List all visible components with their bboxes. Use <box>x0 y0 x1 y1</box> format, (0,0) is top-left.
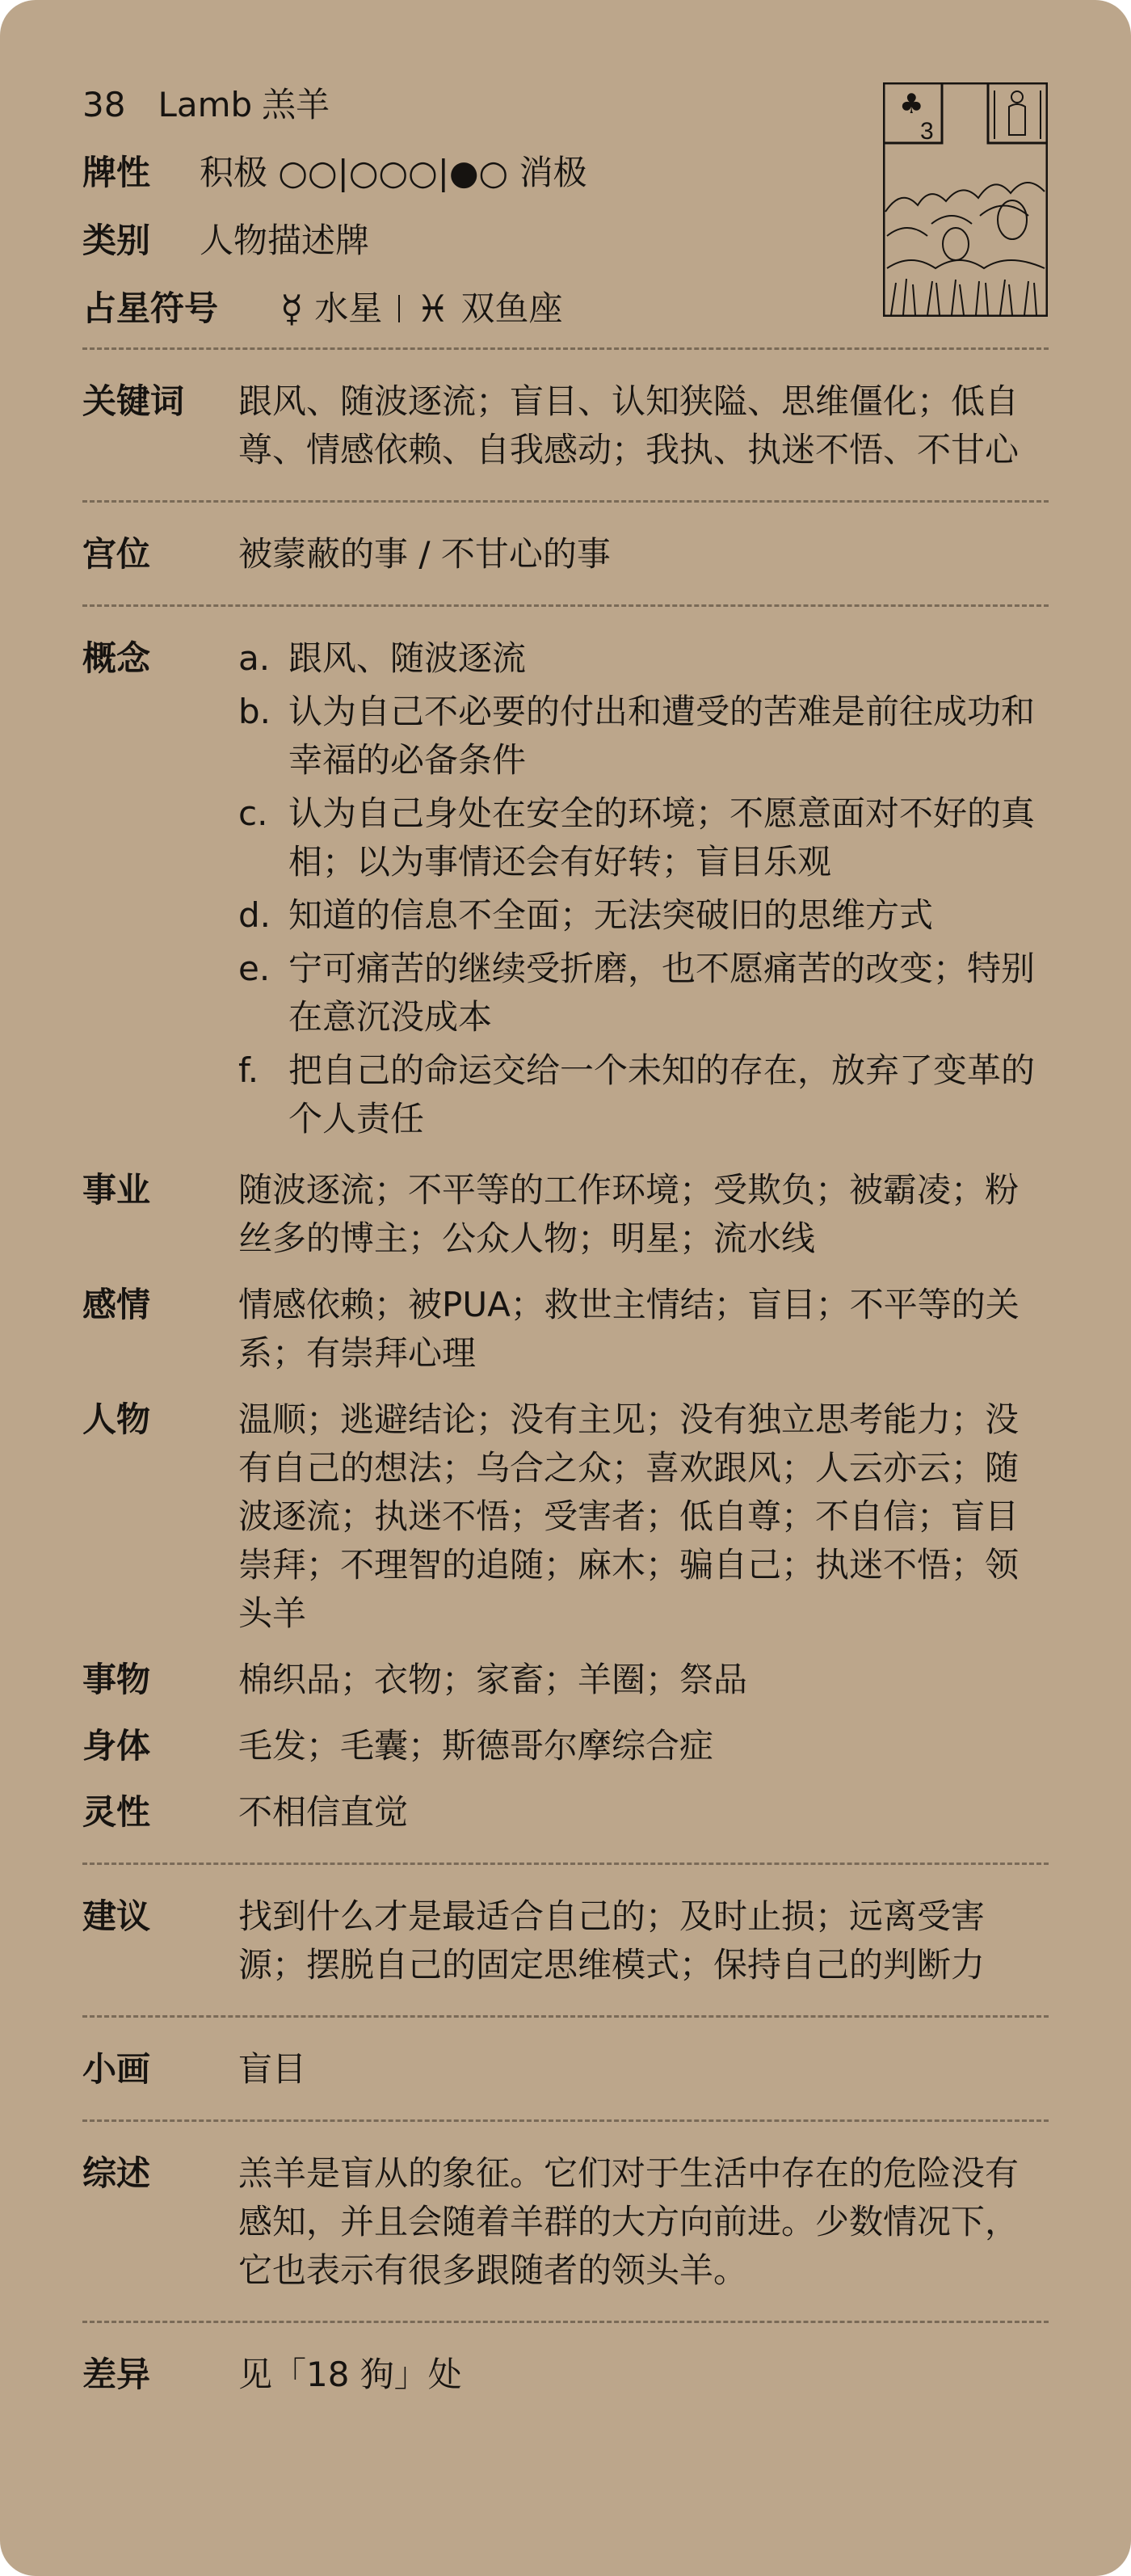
summary-label: 综述 <box>82 2153 151 2193</box>
small-card-label: 小画 <box>82 2049 151 2089</box>
body-value: 毛发；毛囊；斯德哥尔摩综合症 <box>238 1726 714 1766</box>
card-header <box>82 71 858 343</box>
body-row <box>82 1722 1049 1770</box>
mercury-icon: ☿ <box>280 287 304 330</box>
astro-label: 占星符号 <box>82 288 219 328</box>
body-label: 身体 <box>82 1726 151 1766</box>
advice-value: 找到什么才是最适合自己的；及时止损；远离受害源；摆脱自己的固定思维模式；保持自己的判断力 <box>238 1896 986 1985</box>
card-name-en: Lamb <box>158 85 253 124</box>
lamb-card-illustration <box>883 82 1048 317</box>
love-row <box>82 1281 1049 1378</box>
summary-value: 羔羊是盲从的象征。它们对于生活中存在的危险没有感知，并且会随着羊群的大方向前进。少数情况下，它也表示有很多跟随者的领头羊。 <box>238 2153 1020 2290</box>
card-rank: 3 <box>920 118 934 145</box>
house-row <box>82 530 1049 579</box>
people-value: 温顺；逃避结论；没有主见；没有独立思考能力；没有自己的想法；乌合之众；喜欢跟风；人云亦云；随波逐流；执迷不悟；受害者；低自尊；不自信；盲目崇拜；不理智的追随；麻木；骗自己；执迷不悟；领头羊 <box>238 1400 1020 1633</box>
keywords-label: 关键词 <box>82 381 185 421</box>
concept-key: d. <box>238 895 271 935</box>
spirit-value: 不相信直觉 <box>238 1792 409 1832</box>
polarity-scale: ○○|○○○|●○ <box>278 153 509 192</box>
concept-item <box>238 945 1049 1042</box>
pisces-icon: ♓ <box>416 287 450 330</box>
career-label: 事业 <box>82 1170 151 1210</box>
concept-text: 宁可痛苦的继续受折磨，也不愿痛苦的改变；特别在意沉没成本 <box>288 949 1036 1037</box>
concept-list <box>238 634 1049 1148</box>
concept-item <box>238 634 1049 683</box>
spirit-label: 灵性 <box>82 1792 151 1832</box>
concept-text: 认为自己不必要的付出和遭受的苦难是前往成功和幸福的必备条件 <box>288 692 1036 780</box>
separator <box>398 295 400 322</box>
concept-key: c. <box>238 793 268 833</box>
love-label: 感情 <box>82 1285 151 1324</box>
difference-row <box>82 2351 1049 2399</box>
concept-item <box>238 1046 1049 1143</box>
things-label: 事物 <box>82 1660 151 1699</box>
small-card-row <box>82 2045 1049 2094</box>
career-value: 随波逐流；不平等的工作环境；受欺负；被霸凌；粉丝多的博主；公众人物；明星；流水线 <box>238 1170 1020 1258</box>
card-title <box>82 71 858 139</box>
category-label: 类别 <box>82 221 151 260</box>
career-row <box>82 1166 1049 1263</box>
planet-name: 水星 <box>314 288 383 328</box>
small-card-value: 盲目 <box>238 2049 307 2089</box>
concept-key: f. <box>238 1050 259 1090</box>
astro-row <box>82 275 858 343</box>
polarity-row <box>82 139 858 207</box>
concept-text: 把自己的命运交给一个未知的存在，放弃了变革的个人责任 <box>288 1050 1036 1139</box>
concept-item <box>238 688 1049 785</box>
things-row <box>82 1656 1049 1704</box>
polarity-right: 消极 <box>519 153 587 192</box>
concept-text: 跟风、随波逐流 <box>288 638 527 678</box>
concept-text: 知道的信息不全面；无法突破旧的思维方式 <box>288 895 934 935</box>
spirit-row <box>82 1788 1049 1837</box>
keywords-value: 跟风、随波逐流；盲目、认知狭隘、思维僵化；低自尊、情感依赖、自我感动；我执、执迷不悟、不甘心 <box>238 381 1020 469</box>
club-suit-icon: ♣ <box>899 88 924 120</box>
polarity-left: 积极 <box>200 153 268 192</box>
love-value: 情感依赖；被PUA；救世主情结；盲目；不平等的关系；有崇拜心理 <box>238 1285 1020 1373</box>
sign-name: 双鱼座 <box>460 288 563 328</box>
concept-row <box>82 634 1049 1148</box>
card-name-cn: 羔羊 <box>262 85 330 124</box>
concept-label: 概念 <box>82 638 151 678</box>
house-value: 被蒙蔽的事 / 不甘心的事 <box>238 534 611 574</box>
card-number: 38 <box>82 85 126 124</box>
concept-key: b. <box>238 692 271 731</box>
concept-text: 认为自己身处在安全的环境；不愿意面对不好的真相；以为事情还会有好转；盲目乐观 <box>288 793 1036 882</box>
difference-value: 见「18 狗」处 <box>238 2355 462 2394</box>
people-row <box>82 1395 1049 1638</box>
house-label: 宫位 <box>82 534 151 574</box>
concept-key: a. <box>238 638 271 678</box>
polarity-label: 牌性 <box>82 153 151 192</box>
category-row <box>82 207 858 275</box>
concept-item <box>238 789 1049 886</box>
card-details <box>82 347 1049 2425</box>
things-value: 棉织品；衣物；家畜；羊圈；祭品 <box>238 1660 748 1699</box>
summary-row <box>82 2149 1049 2295</box>
advice-label: 建议 <box>82 1896 151 1936</box>
category-value: 人物描述牌 <box>200 221 370 260</box>
people-label: 人物 <box>82 1400 151 1439</box>
advice-row <box>82 1892 1049 1989</box>
concept-item <box>238 891 1049 940</box>
difference-label: 差异 <box>82 2355 151 2394</box>
concept-key: e. <box>238 949 271 988</box>
keywords-row <box>82 377 1049 474</box>
